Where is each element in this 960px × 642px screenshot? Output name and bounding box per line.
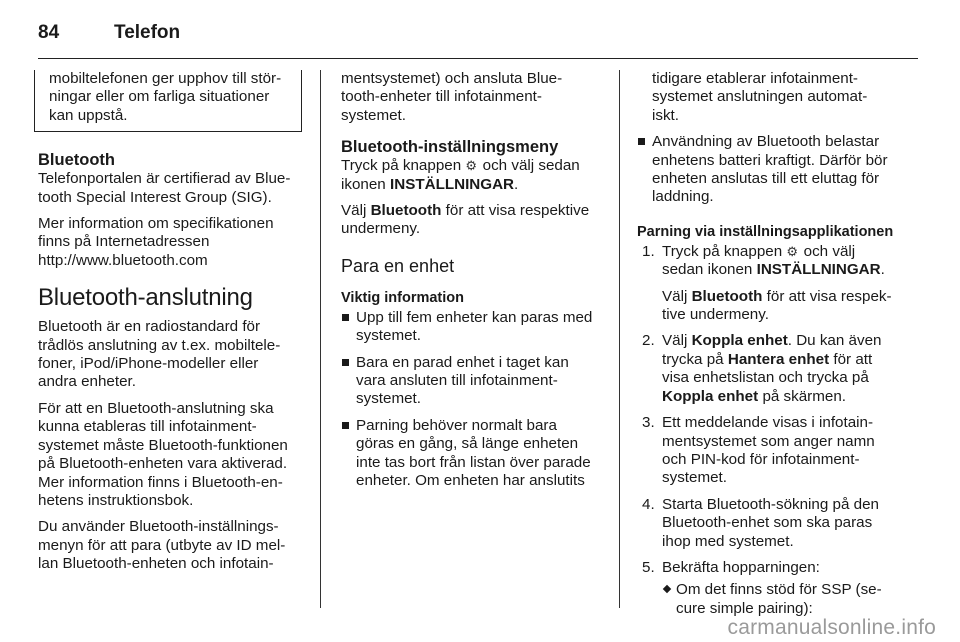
gear-icon: ⚙ (465, 158, 478, 174)
step-item: 5. Bekräfta hopparningen: (642, 558, 820, 576)
pair-device-heading: Para en enhet (341, 255, 455, 276)
column-3 (637, 70, 905, 618)
settings-label: INSTÄLLNINGAR (390, 175, 515, 193)
paragraph: Telefonportalen är certifierad av Blue- tooth Special Interest Group (SIG). (38, 170, 291, 206)
paragraph: tidigare etablerar infotainment- systemet anslutningen automat- iskt. (652, 70, 868, 124)
bullet-item: Bara en parad enhet i taget kan vara ansluten till infotainment- systemet. (341, 354, 603, 409)
bullet-item: Parning behöver normalt bara göras en gång, så länge enheten inte tas bort från listan över parade enheter. Om enheten har anslutits (341, 417, 603, 491)
paragraph: mentsystemet) och ansluta Blue- tooth-enheter till infotainment- systemet. (341, 70, 563, 124)
warning-text: mobiltelefonen ger upphov till stör- ningar eller om farliga situationer kan uppstå. (49, 70, 282, 124)
step-item: 3. Ett meddelande visas i infotain- mentsystemet som anger namn och PIN-kod för infotainment- systemet. (642, 414, 875, 487)
pair-device-label: Koppla enhet (691, 332, 788, 350)
bluetooth-heading: Bluetooth (38, 151, 115, 170)
watermark: carmanualsonline.info (727, 616, 936, 639)
paragraph: Mer information om specifikationen finns på Internetadressen http://www.bluetooth.com (38, 215, 274, 269)
paragraph: För att en Bluetooth-anslutning ska kunna etableras till infotainment- systemet måste Bluetooth-funktionen på Bluetooth-enheten vara aktiverad. Mer information finns i Bluetooth-en- hetens instruktionsbok. (38, 399, 288, 509)
pair-device-label: Koppla enhet (662, 387, 759, 405)
important-info-heading: Viktig information (341, 289, 464, 306)
section-title: Telefon (114, 22, 181, 43)
bluetooth-label: Bluetooth (370, 202, 442, 220)
step-item-sub: Välj Bluetooth för att visa respek- tive undermeny. (662, 287, 892, 324)
paragraph: Bluetooth är en radiostandard för trådlös anslutning av t.ex. mobiltele- foner, iPod/iPhone-modeller eller andra enheter. (38, 318, 281, 391)
column-2 (341, 70, 603, 499)
bluetooth-label: Bluetooth (691, 287, 763, 305)
settings-label: INSTÄLLNINGAR (756, 261, 881, 279)
paragraph: Tryck på knappen ⚙ och välj sedan ikonen INSTÄLLNINGAR. (341, 157, 580, 193)
step-item: 1. Tryck på knappen ⚙ och välj sedan ikonen INSTÄLLNINGAR. (642, 242, 885, 279)
pairing-settings-subheading: Parning via inställningsapplikationen (637, 223, 894, 240)
column-divider (619, 70, 620, 608)
manage-device-label: Hantera enhet (727, 350, 830, 368)
connection-heading: Bluetooth-anslutning (38, 284, 253, 312)
paragraph: Välj Bluetooth för att visa respektive undermeny. (341, 202, 590, 238)
column-divider (320, 70, 321, 608)
step-item: 2. Välj Koppla enhet. Du kan även trycka på Hantera enhet för att visa enhetslistan och trycka på Koppla enhet på skärmen. (642, 332, 882, 405)
warning-box (34, 70, 302, 132)
step-item: 4. Starta Bluetooth-sökning på den Bluetooth-enhet som ska paras ihop med systemet. (642, 495, 879, 550)
column-1 (38, 70, 304, 582)
bullet-item: Användning av Bluetooth belastar enhetens batteri kraftigt. Därför bör enheten anslutas till ett eluttag för laddning. (637, 133, 905, 207)
sub-bullet-item: Om det finns stöd för SSP (se- cure simple pairing): (662, 581, 905, 618)
bullet-item: Upp till fem enheter kan paras med systemet. (341, 309, 603, 346)
settings-menu-heading: Bluetooth-inställningsmeny (341, 138, 559, 157)
header-rule (38, 58, 918, 59)
page-header (38, 22, 180, 44)
page-number: 84 (38, 22, 60, 43)
gear-icon: ⚙ (786, 243, 799, 259)
bluetooth-url: http://www.bluetooth.com (38, 251, 208, 269)
paragraph: Du använder Bluetooth-inställnings- menyn för att para (utbyte av ID mel- lan Bluetooth-enheten och infotain- (38, 518, 286, 573)
